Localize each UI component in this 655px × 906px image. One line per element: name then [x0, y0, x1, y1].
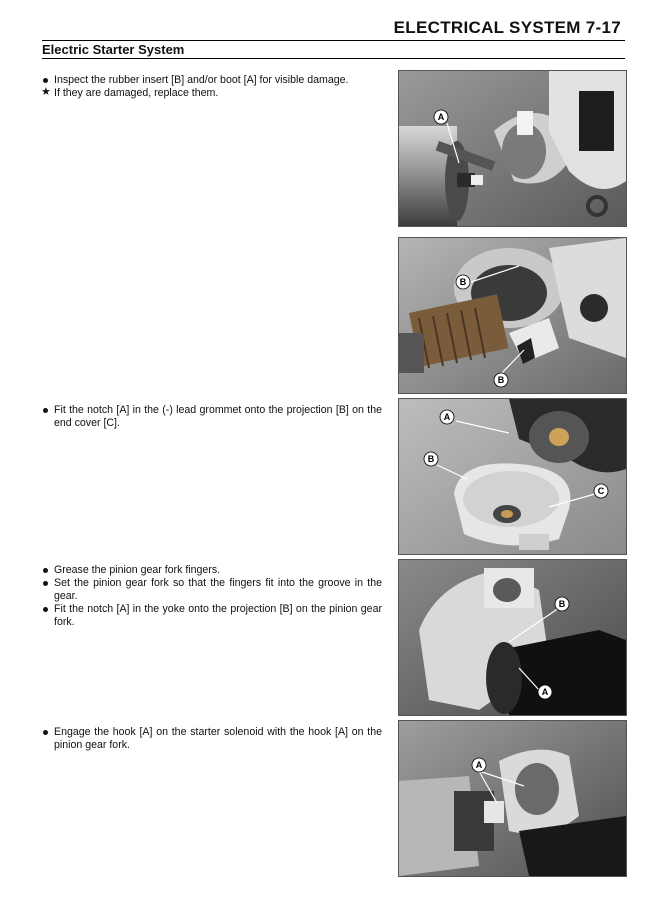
callout-label: B: [497, 375, 505, 385]
bullet-icon: [43, 581, 48, 586]
header-rule: [42, 40, 625, 41]
photo-end-cover: [398, 398, 627, 555]
bullet-item: [42, 74, 382, 87]
star-icon: ★: [41, 86, 51, 98]
callout-label: C: [597, 486, 605, 496]
instruction-text: Set the pinion gear fork so that the fingers fit into the groove in the gear.: [54, 577, 382, 602]
bullet-item: [42, 726, 382, 752]
photo-armature-holder: [398, 237, 627, 394]
photo-yoke-fork: [398, 559, 627, 716]
photo-solenoid-hook: [398, 720, 627, 877]
bullet-icon: [43, 78, 48, 83]
bullet-icon: [43, 607, 48, 612]
callout-label: B: [427, 454, 435, 464]
bullet-icon: [43, 730, 48, 735]
bullet-item: [42, 564, 382, 577]
instruction-text: Fit the notch [A] in the yoke onto the projection [B] on the pinion gear fork.: [54, 603, 382, 628]
star-item: [42, 87, 382, 100]
bullet-item: [42, 404, 382, 430]
section-rule: [42, 58, 625, 59]
bullet-item: [42, 603, 382, 629]
section-title: Electric Starter System: [42, 42, 185, 57]
callout-label: A: [541, 687, 549, 697]
bullet-icon: [43, 568, 48, 573]
chapter-title: ELECTRICAL SYSTEM 7-17: [393, 18, 621, 37]
instruction-text: If they are damaged, replace them.: [54, 87, 219, 99]
instruction-text: Engage the hook [A] on the starter solenoid with the hook [A] on the pinion gear fork.: [54, 726, 382, 751]
instruction-text: Fit the notch [A] in the (-) lead grommet onto the projection [B] on the end cover [C].: [54, 404, 382, 429]
instruction-text: Inspect the rubber insert [B] and/or boot [A] for visible damage.: [54, 74, 349, 86]
bullet-icon: [43, 408, 48, 413]
step-4-text: [42, 726, 382, 752]
step-2-text: [42, 404, 382, 430]
callout-label: A: [475, 760, 483, 770]
photo-solenoid-boot: [398, 70, 627, 227]
callout-label: A: [443, 412, 451, 422]
callout-label: B: [459, 277, 467, 287]
callout-label: A: [437, 112, 445, 122]
step-3-text: [42, 564, 382, 629]
step-1-text: [42, 74, 382, 100]
bullet-item: [42, 577, 382, 603]
page-header: [42, 14, 625, 58]
callout-label: B: [558, 599, 566, 609]
instruction-text: Grease the pinion gear fork fingers.: [54, 564, 221, 576]
